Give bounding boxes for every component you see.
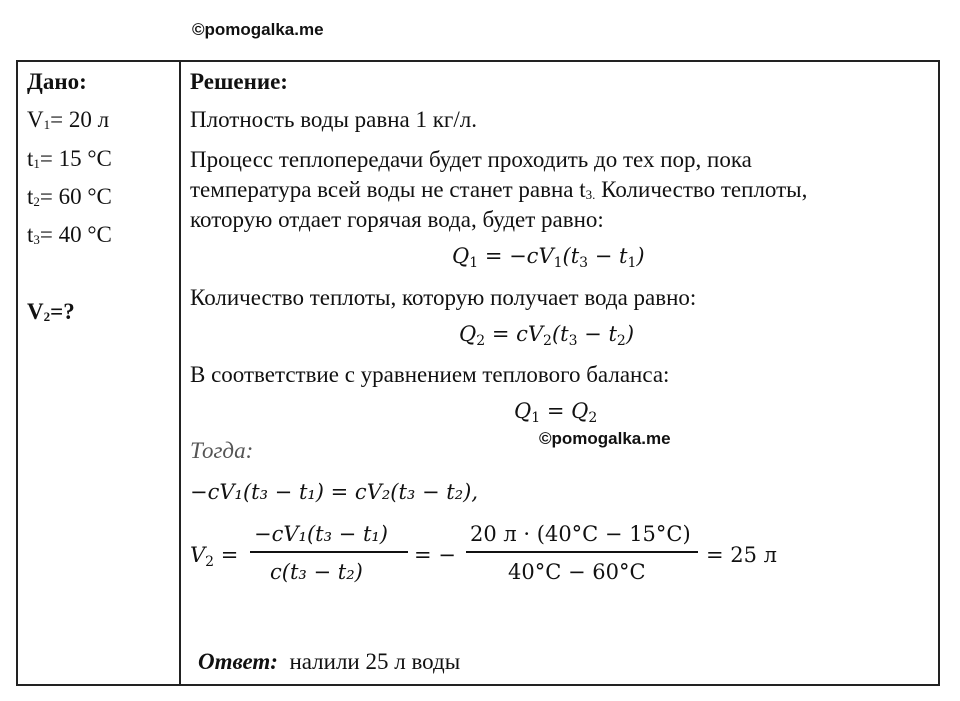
equation-v2-lhs: $V_2$ =: [190, 543, 239, 570]
equals-minus: = −: [414, 543, 456, 567]
fraction-1-denominator: c(t₃ − t₂): [270, 560, 363, 584]
process-line-1: Процесс теплопередачи будет проходить до тех пор, пока: [190, 147, 752, 172]
answer-line: Ответ: налили 25 л воды: [198, 649, 461, 674]
process-line-2: температура всей воды не станет равна $t_{3.}$ Количество теплоты,: [190, 177, 808, 202]
equation-expanded: −cV₁(t₃ − t₁) = cV₂(t₃ − t₂),: [190, 480, 479, 504]
fraction-2-bar: [466, 551, 698, 553]
density-line: Плотность воды равна 1 кг/л.: [190, 107, 477, 132]
balance-line: В соответствие с уравнением теплового баланса:: [190, 362, 670, 387]
fraction-2-denominator: 40°C − 60°C: [508, 560, 646, 584]
equation-q2: $Q_2 = cV_2(t_3 - t_2)$: [459, 322, 635, 349]
equation-balance: $Q_1 = Q_2$: [514, 399, 598, 426]
given-header: Дано:: [27, 69, 87, 94]
given-v1: $V_1= 20$ л: [27, 107, 110, 132]
received-heat-line: Количество теплоты, которую получает вода равно:: [190, 285, 697, 310]
result-value: = 25 л: [706, 543, 778, 567]
given-t2: $t_2= 60$ °C: [27, 184, 112, 209]
given-t3: $t_3= 40$ °C: [27, 222, 112, 247]
fraction-2-numerator: 20 л · (40°C − 15°C): [470, 522, 691, 546]
find-v2: $V_2=$?: [27, 299, 75, 324]
column-divider: [179, 60, 181, 686]
watermark-top: ©pomogalka.me: [192, 20, 324, 39]
equation-q1: $Q_1 = -cV_1(t_3 - t_1)$: [452, 244, 645, 271]
solution-header: Решение:: [190, 69, 288, 94]
process-line-3: которую отдает горячая вода, будет равно:: [190, 207, 604, 232]
watermark-middle: ©pomogalka.me: [539, 429, 671, 448]
fraction-1-numerator: −cV₁(t₃ − t₁): [254, 522, 388, 546]
given-t1: $t_1= 15$ °C: [27, 146, 112, 171]
then-label: Тогда:: [190, 438, 254, 463]
fraction-1-bar: [250, 551, 408, 553]
